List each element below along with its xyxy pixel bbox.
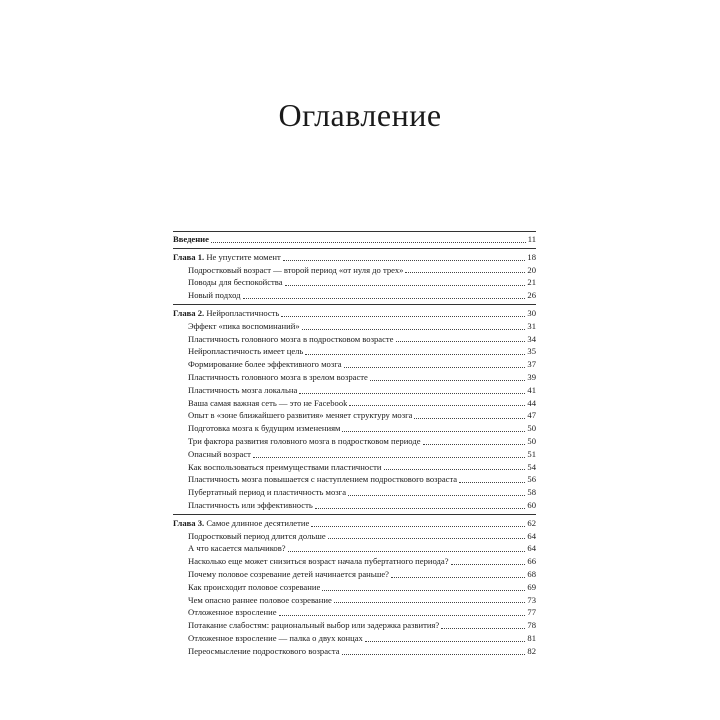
dot-leader	[391, 577, 525, 578]
toc-section-title: Пубертатный период и пластичность мозга	[188, 487, 347, 498]
toc-page-number: 39	[527, 371, 536, 382]
toc-section-entry	[173, 435, 536, 448]
toc-page-number: 41	[527, 384, 536, 395]
toc-page-number: 78	[527, 620, 536, 631]
toc-section-title: А что касается мальчиков?	[188, 543, 286, 554]
toc-section-title: Пластичность мозга повышается с наступлением подросткового возраста	[188, 474, 458, 485]
toc-page-number: 66	[527, 556, 536, 567]
dot-leader	[459, 482, 525, 483]
chapter-separator	[173, 304, 536, 305]
toc-chapter-title	[173, 517, 309, 530]
toc-section-title: Три фактора развития головного мозга в подростковом периоде	[188, 435, 421, 446]
toc-page-number: 34	[527, 333, 536, 344]
dot-leader	[441, 628, 525, 629]
dot-leader	[349, 405, 525, 406]
toc-section-entry	[173, 542, 536, 555]
toc-page-number: 51	[527, 448, 536, 459]
toc-section-title: Пластичность головного мозга в подростковом возрасте	[188, 333, 394, 344]
toc-section-entry	[173, 645, 536, 658]
toc-section-entry	[173, 448, 536, 461]
toc-section-entry	[173, 358, 536, 371]
toc-section-entry	[173, 397, 536, 410]
chapter-separator	[173, 248, 536, 249]
toc-section-entry	[173, 276, 536, 289]
chapter-prefix: Глава 1.	[173, 251, 205, 262]
chapter-title-text: Не упустите момент	[206, 251, 281, 262]
toc-section-entry	[173, 568, 536, 581]
toc-page-number: 20	[527, 264, 536, 275]
toc-page-number: 73	[527, 594, 536, 605]
dot-leader	[405, 272, 525, 273]
dot-leader	[285, 285, 526, 286]
toc-section-entry	[173, 530, 536, 543]
dot-leader	[342, 431, 525, 432]
toc-page-number: 64	[527, 543, 536, 554]
toc-section-title: Пластичность мозга локальна	[188, 384, 298, 395]
toc-page-number: 11	[527, 234, 536, 244]
dot-leader	[328, 538, 526, 539]
toc-section-entry	[173, 606, 536, 619]
dot-leader	[334, 602, 526, 603]
toc-chapter-3	[173, 517, 536, 530]
toc-page-number: 47	[527, 410, 536, 421]
dot-leader	[396, 341, 526, 342]
dot-leader	[311, 526, 525, 527]
dot-leader	[348, 495, 525, 496]
toc-section-title: Насколько еще может снизиться возраст начала пубертатного периода?	[188, 556, 449, 567]
toc-section-title: Формирование более эффективного мозга	[188, 359, 342, 370]
toc-page-number: 50	[527, 423, 536, 434]
dot-leader	[302, 329, 526, 330]
dot-leader	[315, 508, 526, 509]
dot-leader	[288, 551, 526, 552]
dot-leader	[322, 590, 525, 591]
toc-page-number: 56	[527, 474, 536, 485]
chapter-separator	[173, 514, 536, 515]
toc-section-entry	[173, 320, 536, 333]
toc-entry-intro	[173, 233, 536, 246]
toc-section-title: Новый подход	[188, 290, 241, 301]
chapter-title-text: Нейропластичность	[206, 307, 280, 318]
toc-page-number: 62	[527, 517, 536, 528]
toc-chapter-2	[173, 307, 536, 320]
toc-section-entry	[173, 333, 536, 346]
dot-leader	[423, 444, 526, 445]
toc-section-title: Как воспользоваться преимуществами пластичности	[188, 461, 382, 472]
toc-page-number: 31	[527, 320, 536, 331]
toc-entry-title: Введение	[173, 234, 209, 244]
chapter-prefix: Глава 2.	[173, 307, 205, 318]
toc-section-title: Поводы для беспокойства	[188, 277, 283, 288]
toc-section-title: Ваша самая важная сеть — это не Facebook	[188, 397, 348, 408]
toc-page-number: 54	[527, 461, 536, 472]
toc-section-entry	[173, 264, 536, 277]
toc-section-title: Как происходит половое созревание	[188, 581, 321, 592]
toc-section-entry	[173, 619, 536, 632]
toc-page-number: 21	[527, 277, 536, 288]
toc-section-title: Пластичность или эффективность	[188, 499, 313, 510]
toc-section-entry	[173, 371, 536, 384]
toc-page-number: 60	[527, 499, 536, 510]
toc-page-number: 26	[527, 290, 536, 301]
toc-section-entry	[173, 422, 536, 435]
dot-leader	[299, 393, 525, 394]
toc-page-number: 35	[527, 346, 536, 357]
toc-section-title: Пластичность головного мозга в зрелом возрасте	[188, 371, 368, 382]
toc-section-title: Подростковый возраст — второй период «от нуля до трех»	[188, 264, 404, 275]
chapter-title-text: Самое длинное десятилетие	[206, 517, 310, 528]
toc-section-title: Почему половое созревание детей начинается раньше?	[188, 568, 389, 579]
toc-section-entry	[173, 499, 536, 512]
toc-chapter-title	[173, 307, 279, 320]
toc-section-title: Потакание слабостям: рациональный выбор или задержка развития?	[188, 620, 440, 631]
dot-leader	[283, 260, 526, 261]
toc-section-title: Отложенное взросление — палка о двух концах	[188, 632, 363, 643]
chapter-prefix: Глава 3.	[173, 517, 205, 528]
toc-section-title: Отложенное взросление	[188, 607, 277, 618]
toc-page-number: 30	[527, 307, 536, 318]
page-title: Оглавление	[278, 97, 442, 133]
top-rule	[173, 231, 536, 232]
toc-section-entry	[173, 594, 536, 607]
toc-page-number: 82	[527, 645, 536, 656]
dot-leader	[342, 654, 526, 655]
dot-leader	[384, 469, 526, 470]
table-of-contents	[173, 231, 536, 658]
dot-leader	[253, 457, 525, 458]
toc-section-title: Опыт в «зоне ближайшего развития» меняет структуру мозга	[188, 410, 413, 421]
dot-leader	[281, 316, 525, 317]
toc-section-entry	[173, 289, 536, 302]
toc-section-entry	[173, 384, 536, 397]
dot-leader	[451, 564, 526, 565]
toc-section-entry	[173, 345, 536, 358]
toc-section-entry	[173, 461, 536, 474]
toc-page-number: 68	[527, 568, 536, 579]
toc-section-entry	[173, 473, 536, 486]
toc-page-number: 37	[527, 359, 536, 370]
dot-leader	[344, 367, 526, 368]
toc-chapter-title	[173, 251, 281, 264]
toc-section-entry	[173, 486, 536, 499]
toc-page-number: 77	[527, 607, 536, 618]
toc-page-number: 64	[527, 530, 536, 541]
dot-leader	[279, 615, 526, 616]
toc-section-entry	[173, 409, 536, 422]
dot-leader	[370, 380, 526, 381]
toc-page-number: 81	[527, 632, 536, 643]
toc-chapter-1	[173, 251, 536, 264]
toc-section-entry	[173, 555, 536, 568]
toc-section-title: Подготовка мозга к будущим изменениям	[188, 423, 341, 434]
toc-page-number: 44	[527, 397, 536, 408]
toc-section-title: Подростковый период длится дольше	[188, 530, 326, 541]
dot-leader	[305, 354, 525, 355]
toc-section-title: Нейропластичность имеет цель	[188, 346, 304, 357]
toc-page-number: 50	[527, 435, 536, 446]
toc-section-title: Эффект «пика воспоминаний»	[188, 320, 300, 331]
toc-page-number: 58	[527, 487, 536, 498]
dot-leader	[365, 641, 526, 642]
toc-section-title: Чем опасно раннее половое созревание	[188, 594, 332, 605]
toc-page-number: 18	[527, 251, 536, 262]
dot-leader	[211, 242, 526, 243]
toc-section-title: Переосмысление подросткового возраста	[188, 645, 340, 656]
toc-section-entry	[173, 632, 536, 645]
dot-leader	[243, 298, 526, 299]
toc-page-number: 69	[527, 581, 536, 592]
dot-leader	[414, 418, 525, 419]
toc-section-entry	[173, 581, 536, 594]
toc-section-title: Опасный возраст	[188, 448, 251, 459]
